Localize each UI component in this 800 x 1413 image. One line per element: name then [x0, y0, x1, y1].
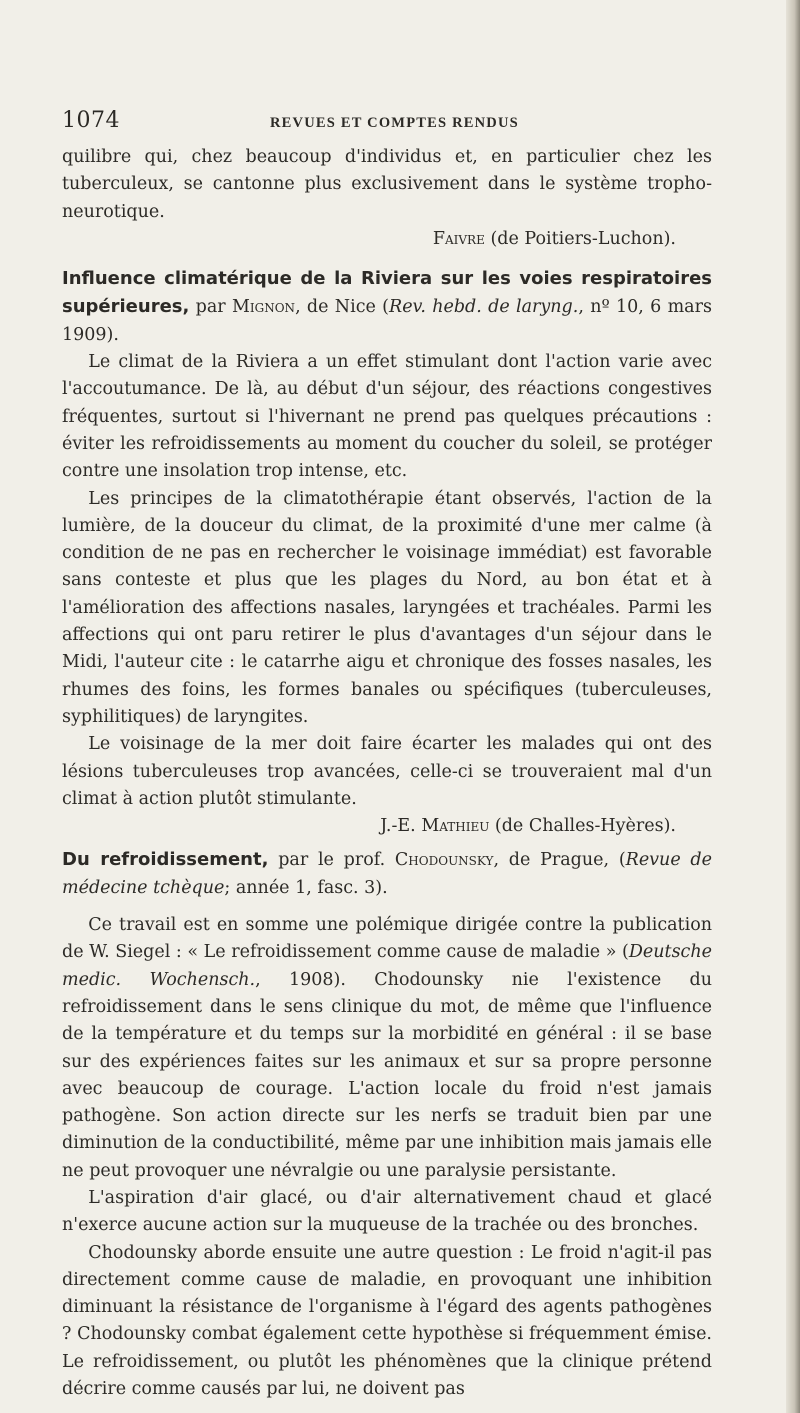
paragraph: Les principes de la climatothérapie étant observés, l'action de la lumière, de la douceur du climat, de la proximité d'une mer calme (à condition de ne pas en rechercher le voisinage immédiat) est favorable sans conteste et plus que les plages du Nord, au bon état et à l'amélioration des affections nasales, laryngées et trachéales. Parmi les affections qui ont paru retirer le plus d'avantages d'un séjour dans le Midi, l'auteur cite : le catarrhe aigu et chronique des fosses nasales, les rhumes des foins, les formes banales ou spécifiques (tuberculeuses, syphilitiques) de laryngites. — [62, 488, 712, 727]
article-title: Du refroidissement, — [62, 849, 269, 871]
paragraph-text: Ce travail est en somme une polémique dirigée contre la publication de W. Siegel : « Le refroidissement comme cause de maladie » ( — [62, 915, 712, 963]
cited-journal: Deutsche medic. Wochensch. — [62, 942, 712, 990]
author-name: Mignon — [231, 297, 296, 318]
byline-prefix: par le prof. — [278, 850, 386, 871]
paragraph-text: , 1908). Chodounsky nie l'existence du refroidissement dans le sens clinique du mot, de même que l'influence de la température et du temps sur la morbidité en général : il se base sur des expériences faites sur les animaux et sur sa propre personne avec beaucoup de courage. L'action locale du froid n'est jamais pathogène. Son action directe sur les nerfs se traduit bien par une diminution de la conductibilité, même par une inhibition mais jamais elle ne peut provoquer une névralgie ou une paralysie persistante. — [62, 969, 712, 1181]
paragraph: Chodounsky aborde ensuite une autre question : Le froid n'agit-il pas directement comme cause de maladie, en provoquant une inhibition diminuant la résistance de l'organisme à l'égard des agents pathogènes ? Chodounsky combat également cette hypothèse si fréquemment émise. Le refroidissement, ou plutôt les phénomènes que la clinique prétend décrire comme causés par lui, ne doivent pas — [62, 1242, 712, 1400]
signature-place: (de Poitiers-Luchon). — [490, 228, 676, 249]
author-origin: , de Nice ( — [295, 297, 390, 318]
ref-open: ( — [618, 850, 626, 871]
author-signature — [62, 813, 712, 840]
journal-name: Rev. hebd. de laryng. — [389, 297, 579, 318]
paragraph: Le climat de la Riviera a un effet stimulant dont l'action varie avec l'accoutumance. De là, au début d'un séjour, des réactions congestives fréquentes, surtout si l'hivernant ne prend pas quelques précautions : éviter les refroidissements au moment du coucher du soleil, se protéger contre une insolation trop intense, etc. — [62, 352, 712, 482]
article-heading — [62, 846, 712, 902]
journal-ref: , nº 10, 6 mars 1909). — [62, 297, 712, 345]
paragraph — [62, 912, 712, 1185]
author-name: Chodounsky — [394, 850, 494, 871]
author-origin: , de Prague, — [493, 850, 610, 871]
journal-ref: ; année 1, fasc. 3). — [224, 877, 388, 898]
author-signature — [62, 226, 712, 253]
signature-name: Mathieu — [421, 816, 490, 837]
paragraph: quilibre qui, chez beaucoup d'individus et, en particulier chez les tuberculeux, se cantonne plus exclusivement dans le système tropho-neurotique. — [62, 147, 712, 222]
document-page — [62, 108, 712, 1403]
running-head — [62, 108, 712, 144]
previous-article-end — [62, 144, 712, 253]
article-title: Influence climatérique de la Riviera sur les voies respiratoires supérieures, — [62, 268, 712, 318]
page-number: 1074 — [62, 108, 120, 133]
article-heading — [62, 265, 712, 349]
paragraph: L'aspiration d'air glacé, ou d'air alternativement chaud et glacé n'exerce aucune action sur la muqueuse de la trachée ou des bronches. — [62, 1187, 712, 1236]
journal-name: Revue de médecine tchèque — [62, 850, 712, 898]
signature-place: (de Challes-Hyères). — [494, 816, 676, 837]
article-riviera — [62, 265, 712, 840]
signature-name: Faivre — [432, 228, 485, 249]
signature-initials: J.-E. — [380, 816, 416, 837]
running-title: REVUES ET COMPTES RENDUS — [270, 115, 519, 131]
paragraph: Le voisinage de la mer doit faire écarter les malades qui ont des lésions tuberculeuses trop avancées, celle-ci se trouveraient mal d'un climat à action plutôt stimulante. — [62, 734, 712, 809]
byline-prefix: par — [195, 297, 226, 318]
page-edge-shadow — [786, 0, 800, 1413]
article-refroidissement — [62, 846, 712, 1403]
